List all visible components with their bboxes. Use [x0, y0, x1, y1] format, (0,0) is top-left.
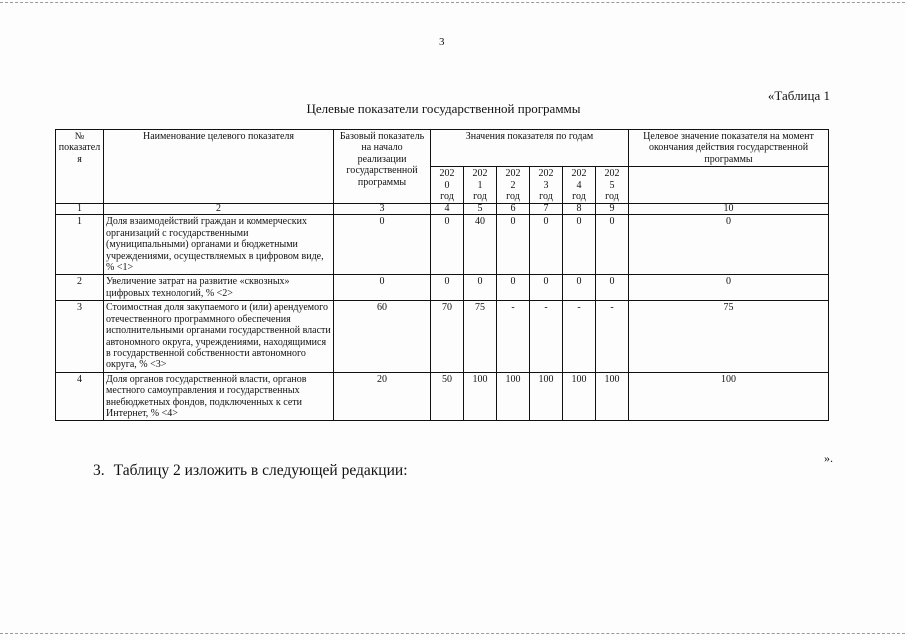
indicator-name: Доля взаимодействий граждан и коммерческих организаций с государственными (муниципальными) органами и бюджетными учреждениями, осуществляемых в цифровом виде, % <1>	[104, 215, 334, 275]
column-index: 3	[334, 204, 431, 215]
column-index-row	[56, 204, 829, 215]
year-prefix: 202	[505, 168, 521, 180]
year-value: 0	[530, 275, 563, 301]
year-digit: 5	[609, 179, 615, 191]
year-value: 75	[464, 301, 497, 372]
header-number: № показателя	[56, 130, 104, 204]
year-unit: год	[572, 191, 586, 203]
page-top-edge	[0, 2, 905, 3]
indicator-name: Доля органов государственной власти, органов местного самоуправления и государственных внебюджетных фондов, подключенных к сети Интернет, % <4>	[104, 372, 334, 421]
year-value: 100	[563, 372, 596, 421]
target-indicators-table	[55, 129, 829, 421]
header-year	[596, 167, 629, 204]
page-number: 3	[439, 36, 445, 48]
year-prefix: 202	[472, 168, 488, 180]
header-year	[530, 167, 563, 204]
year-unit: год	[605, 191, 619, 203]
year-value: -	[563, 301, 596, 372]
year-value: 0	[497, 275, 530, 301]
year-prefix: 202	[604, 168, 620, 180]
header-row	[56, 130, 829, 167]
header-name: Наименование целевого показателя	[104, 130, 334, 204]
year-value: -	[530, 301, 563, 372]
header-year	[431, 167, 464, 204]
year-value: 100	[596, 372, 629, 421]
row-number: 1	[56, 215, 104, 275]
year-unit: год	[440, 191, 454, 203]
year-value: 50	[431, 372, 464, 421]
base-value: 0	[334, 275, 431, 301]
year-value: 0	[431, 275, 464, 301]
year-digit: 3	[543, 179, 549, 191]
header-values-by-year: Значения показателя по годам	[431, 130, 629, 167]
row-number: 2	[56, 275, 104, 301]
closing-quote: ».	[824, 451, 833, 465]
amendment-instruction	[93, 462, 408, 480]
year-unit: год	[506, 191, 520, 203]
base-value: 60	[334, 301, 431, 372]
row-number: 3	[56, 301, 104, 372]
column-index: 5	[464, 204, 497, 215]
instruction-text: Таблицу 2 изложить в следующей редакции:	[113, 462, 408, 479]
page-bottom-edge	[0, 633, 905, 634]
table-row	[56, 275, 829, 301]
year-digit: 2	[510, 179, 516, 191]
year-unit: год	[539, 191, 553, 203]
table-row	[56, 372, 829, 421]
base-value: 0	[334, 215, 431, 275]
year-value: -	[497, 301, 530, 372]
year-value: 40	[464, 215, 497, 275]
year-value: 100	[530, 372, 563, 421]
header-target-empty	[629, 167, 829, 204]
year-value: -	[596, 301, 629, 372]
year-value: 70	[431, 301, 464, 372]
year-digit: 4	[576, 179, 582, 191]
year-value: 0	[431, 215, 464, 275]
indicator-name: Стоимостная доля закупаемого и (или) арендуемого отечественного программного обеспечения исполнительными органами государственной власти автономного округа, учреждениями, находящимися в государственной собственности автономного округа, % <3>	[104, 301, 334, 372]
column-index: 2	[104, 204, 334, 215]
year-value: 100	[464, 372, 497, 421]
header-base: Базовый показатель на начало реализации государственной программы	[334, 130, 431, 204]
row-number: 4	[56, 372, 104, 421]
year-digit: 0	[444, 179, 450, 191]
year-prefix: 202	[538, 168, 554, 180]
header-year	[563, 167, 596, 204]
header-year	[497, 167, 530, 204]
year-value: 100	[497, 372, 530, 421]
indicator-name: Увеличение затрат на развитие «сквозных» цифровых технологий, % <2>	[104, 275, 334, 301]
year-value: 0	[464, 275, 497, 301]
target-value: 0	[629, 275, 829, 301]
column-index: 8	[563, 204, 596, 215]
year-prefix: 202	[439, 168, 455, 180]
year-value: 0	[530, 215, 563, 275]
table-row	[56, 301, 829, 372]
year-digit: 1	[477, 179, 483, 191]
target-value: 75	[629, 301, 829, 372]
year-value: 0	[497, 215, 530, 275]
table-row	[56, 215, 829, 275]
year-value: 0	[563, 215, 596, 275]
column-index: 1	[56, 204, 104, 215]
year-value: 0	[596, 215, 629, 275]
table-reference: «Таблица 1	[767, 88, 830, 103]
column-index: 9	[596, 204, 629, 215]
target-value: 100	[629, 372, 829, 421]
base-value: 20	[334, 372, 431, 421]
instruction-number: 3.	[93, 462, 105, 479]
column-index: 4	[431, 204, 464, 215]
column-index: 7	[530, 204, 563, 215]
target-value: 0	[629, 215, 829, 275]
year-value: 0	[596, 275, 629, 301]
year-prefix: 202	[571, 168, 587, 180]
column-index: 6	[497, 204, 530, 215]
header-target: Целевое значение показателя на момент окончания действия государственной программы	[629, 130, 829, 167]
year-unit: год	[473, 191, 487, 203]
header-year	[464, 167, 497, 204]
year-value: 0	[563, 275, 596, 301]
column-index: 10	[629, 204, 829, 215]
table-title: Целевые показатели государственной программы	[306, 101, 581, 116]
